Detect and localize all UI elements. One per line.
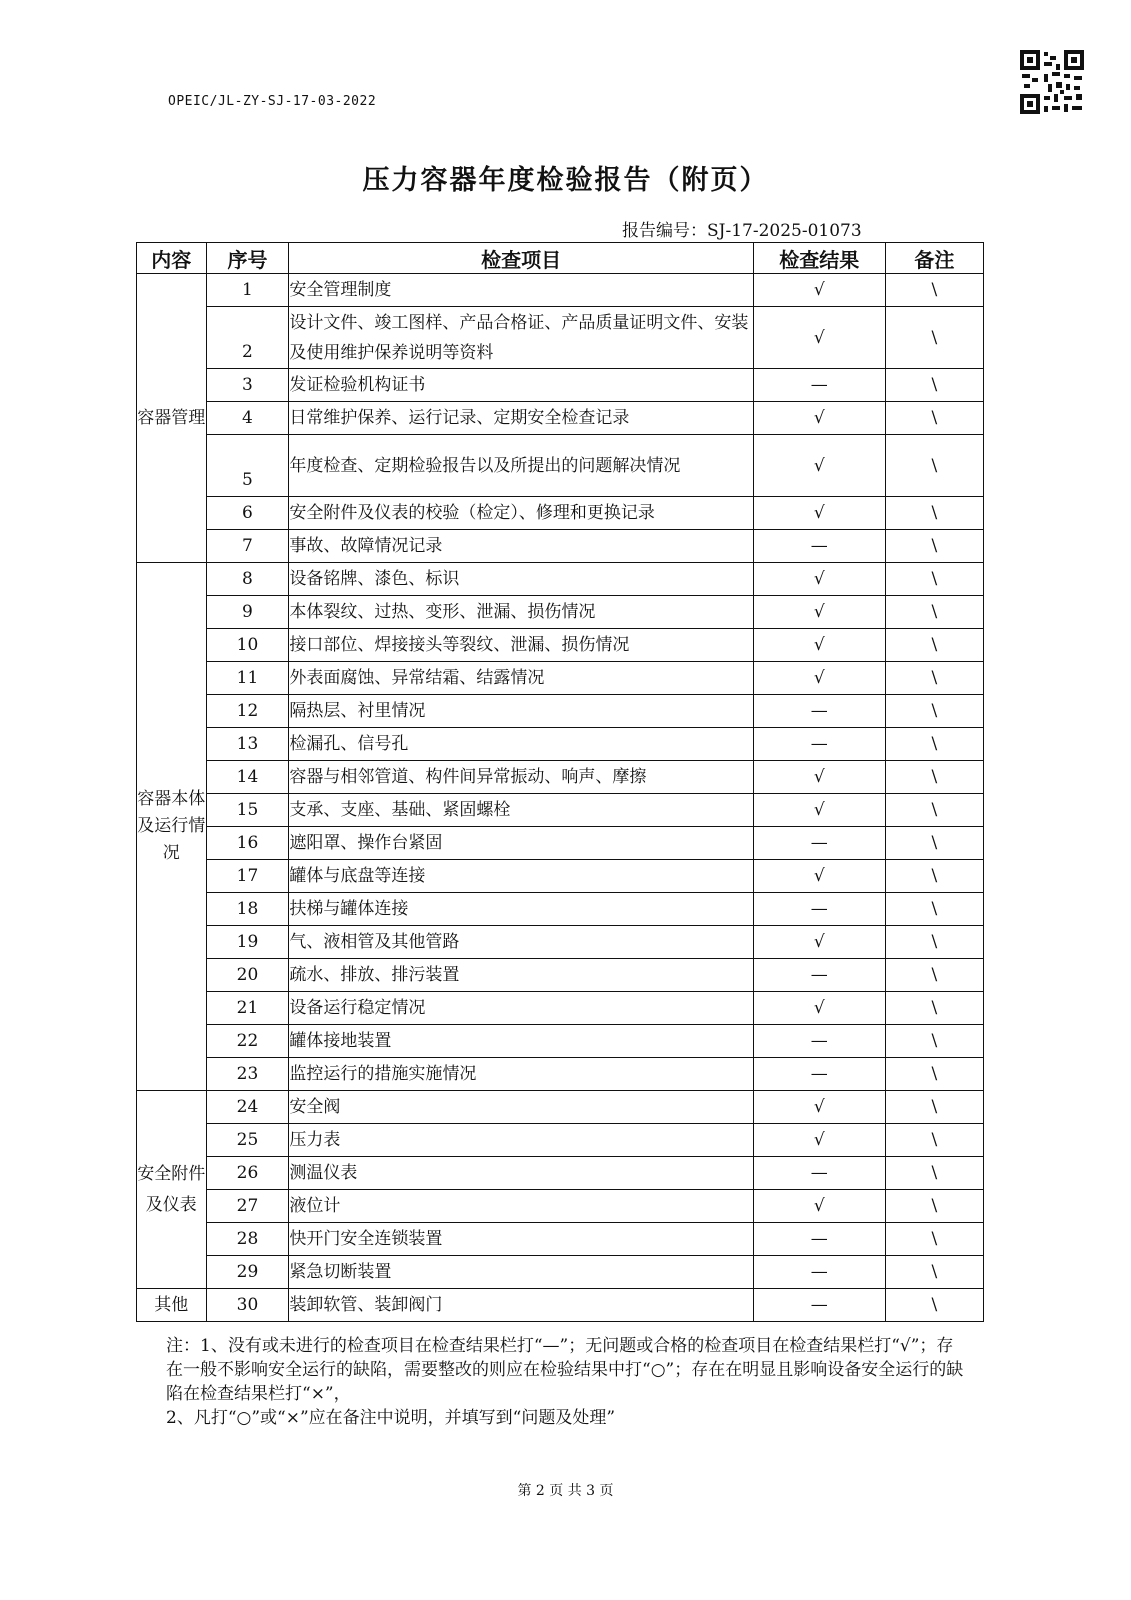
row-result: √ <box>753 1190 885 1223</box>
row-item: 外表面腐蚀、异常结霜、结露情况 <box>289 662 753 695</box>
row-number: 21 <box>206 992 289 1025</box>
row-remark: \ <box>885 926 983 959</box>
row-result: √ <box>753 629 885 662</box>
row-item: 隔热层、衬里情况 <box>289 695 753 728</box>
row-remark: \ <box>885 959 983 992</box>
row-remark: \ <box>885 794 983 827</box>
row-item: 支承、支座、基础、紧固螺栓 <box>289 794 753 827</box>
row-item: 遮阳罩、操作台紧固 <box>289 827 753 860</box>
row-result: √ <box>753 1124 885 1157</box>
row-remark: \ <box>885 728 983 761</box>
table-row <box>137 497 984 530</box>
row-number: 1 <box>206 274 289 307</box>
row-result: — <box>753 1256 885 1289</box>
row-result: — <box>753 369 885 402</box>
row-result: — <box>753 959 885 992</box>
row-remark: \ <box>885 596 983 629</box>
row-result: — <box>753 827 885 860</box>
row-number: 19 <box>206 926 289 959</box>
row-result: √ <box>753 761 885 794</box>
row-item: 压力表 <box>289 1124 753 1157</box>
row-item: 事故、故障情况记录 <box>289 530 753 563</box>
row-item: 扶梯与罐体连接 <box>289 893 753 926</box>
table-row <box>137 402 984 435</box>
row-item: 安全附件及仪表的校验（检定）、修理和更换记录 <box>289 497 753 530</box>
row-number: 20 <box>206 959 289 992</box>
row-number: 11 <box>206 662 289 695</box>
row-result: √ <box>753 926 885 959</box>
row-number: 13 <box>206 728 289 761</box>
table-row <box>137 530 984 563</box>
row-number: 28 <box>206 1223 289 1256</box>
row-item: 设计文件、竣工图样、产品合格证、产品质量证明文件、安装及使用维护保养说明等资料 <box>289 307 753 369</box>
table-row <box>137 274 984 307</box>
row-remark: \ <box>885 1157 983 1190</box>
row-number: 24 <box>206 1091 289 1124</box>
row-result: √ <box>753 307 885 369</box>
note-2: 2、凡打“○”或“×”应在备注中说明，并填写到“问题及处理” <box>166 1408 616 1428</box>
header-seq: 序号 <box>206 243 289 274</box>
category-safety-accessories: 安全附件及仪表 <box>137 1091 207 1289</box>
row-item: 测温仪表 <box>289 1157 753 1190</box>
row-item: 安全管理制度 <box>289 274 753 307</box>
row-result: √ <box>753 596 885 629</box>
row-result: √ <box>753 497 885 530</box>
table-row <box>137 860 984 893</box>
row-number: 23 <box>206 1058 289 1091</box>
row-item: 监控运行的措施实施情况 <box>289 1058 753 1091</box>
row-result: √ <box>753 274 885 307</box>
row-remark: \ <box>885 695 983 728</box>
row-number: 18 <box>206 893 289 926</box>
category-container-management: 容器管理 <box>137 274 207 563</box>
page-indicator: 第 2 页 共 3 页 <box>517 1483 614 1499</box>
row-number: 25 <box>206 1124 289 1157</box>
row-item: 疏水、排放、排污装置 <box>289 959 753 992</box>
table-row <box>137 629 984 662</box>
row-number: 22 <box>206 1025 289 1058</box>
row-result: — <box>753 1058 885 1091</box>
row-item: 罐体与底盘等连接 <box>289 860 753 893</box>
table-row <box>137 307 984 369</box>
table-row <box>137 926 984 959</box>
row-remark: \ <box>885 1190 983 1223</box>
row-number: 30 <box>206 1289 289 1322</box>
row-result: √ <box>753 563 885 596</box>
row-remark: \ <box>885 629 983 662</box>
row-remark: \ <box>885 992 983 1025</box>
row-number: 27 <box>206 1190 289 1223</box>
row-number: 5 <box>206 435 289 497</box>
header-content: 内容 <box>137 243 207 274</box>
table-row <box>137 893 984 926</box>
row-number: 26 <box>206 1157 289 1190</box>
table-row <box>137 1058 984 1091</box>
row-remark: \ <box>885 662 983 695</box>
row-number: 8 <box>206 563 289 596</box>
row-remark: \ <box>885 1256 983 1289</box>
row-remark: \ <box>885 1289 983 1322</box>
row-result: — <box>753 1025 885 1058</box>
table-row <box>137 1256 984 1289</box>
row-result: — <box>753 1157 885 1190</box>
qr-code-icon <box>1020 50 1084 114</box>
table-row <box>137 596 984 629</box>
table-row <box>137 992 984 1025</box>
row-remark: \ <box>885 827 983 860</box>
row-result: √ <box>753 860 885 893</box>
row-remark: \ <box>885 435 983 497</box>
row-item: 本体裂纹、过热、变形、泄漏、损伤情况 <box>289 596 753 629</box>
row-item: 装卸软管、装卸阀门 <box>289 1289 753 1322</box>
table-row <box>137 728 984 761</box>
row-number: 9 <box>206 596 289 629</box>
table-row <box>137 761 984 794</box>
row-result: √ <box>753 1091 885 1124</box>
table-row <box>137 1124 984 1157</box>
row-remark: \ <box>885 369 983 402</box>
category-other: 其他 <box>137 1289 207 1322</box>
row-remark: \ <box>885 307 983 369</box>
row-result: √ <box>753 402 885 435</box>
category-container-body: 容器本体及运行情况 <box>137 563 207 1091</box>
table-row <box>137 695 984 728</box>
row-number: 16 <box>206 827 289 860</box>
row-result: — <box>753 1289 885 1322</box>
header-item: 检查项目 <box>289 243 753 274</box>
row-remark: \ <box>885 274 983 307</box>
row-number: 14 <box>206 761 289 794</box>
row-remark: \ <box>885 563 983 596</box>
table-row <box>137 959 984 992</box>
row-item: 紧急切断装置 <box>289 1256 753 1289</box>
row-number: 7 <box>206 530 289 563</box>
row-remark: \ <box>885 402 983 435</box>
table-row <box>137 1289 984 1322</box>
row-number: 12 <box>206 695 289 728</box>
row-number: 6 <box>206 497 289 530</box>
row-remark: \ <box>885 1025 983 1058</box>
row-remark: \ <box>885 530 983 563</box>
row-result: √ <box>753 435 885 497</box>
row-item: 年度检查、定期检验报告以及所提出的问题解决情况 <box>289 435 753 497</box>
table-header-row <box>137 243 984 274</box>
row-result: — <box>753 530 885 563</box>
row-number: 29 <box>206 1256 289 1289</box>
table-row <box>137 662 984 695</box>
row-item: 接口部位、焊接接头等裂纹、泄漏、损伤情况 <box>289 629 753 662</box>
row-number: 15 <box>206 794 289 827</box>
table-row <box>137 827 984 860</box>
row-item: 检漏孔、信号孔 <box>289 728 753 761</box>
row-number: 4 <box>206 402 289 435</box>
row-result: — <box>753 1223 885 1256</box>
row-item: 发证检验机构证书 <box>289 369 753 402</box>
row-remark: \ <box>885 1124 983 1157</box>
table-row <box>137 1190 984 1223</box>
row-result: — <box>753 728 885 761</box>
table-row <box>137 794 984 827</box>
row-item: 设备运行稳定情况 <box>289 992 753 1025</box>
row-item: 容器与相邻管道、构件间异常振动、响声、摩擦 <box>289 761 753 794</box>
row-number: 3 <box>206 369 289 402</box>
table-row <box>137 1025 984 1058</box>
table-row <box>137 369 984 402</box>
row-item: 液位计 <box>289 1190 753 1223</box>
row-item: 日常维护保养、运行记录、定期安全检查记录 <box>289 402 753 435</box>
table-row <box>137 563 984 596</box>
notes <box>166 1334 966 1430</box>
row-item: 气、液相管及其他管路 <box>289 926 753 959</box>
row-number: 17 <box>206 860 289 893</box>
row-result: √ <box>753 662 885 695</box>
table-row <box>137 435 984 497</box>
row-remark: \ <box>885 1058 983 1091</box>
row-result: — <box>753 695 885 728</box>
row-item: 设备铭牌、漆色、标识 <box>289 563 753 596</box>
table-row <box>137 1091 984 1124</box>
row-item: 安全阀 <box>289 1091 753 1124</box>
row-remark: \ <box>885 893 983 926</box>
row-result: — <box>753 893 885 926</box>
row-result: √ <box>753 992 885 1025</box>
row-item: 罐体接地装置 <box>289 1025 753 1058</box>
row-item: 快开门安全连锁装置 <box>289 1223 753 1256</box>
row-remark: \ <box>885 1091 983 1124</box>
inspection-table <box>136 242 984 1322</box>
header-remark: 备注 <box>885 243 983 274</box>
row-number: 10 <box>206 629 289 662</box>
header-result: 检查结果 <box>753 243 885 274</box>
row-remark: \ <box>885 761 983 794</box>
document-code: OPEIC/JL-ZY-SJ-17-03-2022 <box>168 94 377 109</box>
table-row <box>137 1157 984 1190</box>
row-remark: \ <box>885 860 983 893</box>
row-result: √ <box>753 794 885 827</box>
row-remark: \ <box>885 1223 983 1256</box>
report-number: 报告编号：SJ-17-2025-01073 <box>622 221 862 241</box>
note-1: 注：1、没有或未进行的检查项目在检查结果栏打“—”；无问题或合格的检查项目在检查结果栏打“√”；存在一般不影响安全运行的缺陷，需要整改的则应在检验结果中打“○”；存在在明显且影响设备安全运行的缺陷在检查结果栏打“×”， <box>166 1336 964 1404</box>
row-remark: \ <box>885 497 983 530</box>
page-title: 压力容器年度检验报告（附页） <box>362 165 769 196</box>
row-number: 2 <box>206 307 289 369</box>
table-row <box>137 1223 984 1256</box>
